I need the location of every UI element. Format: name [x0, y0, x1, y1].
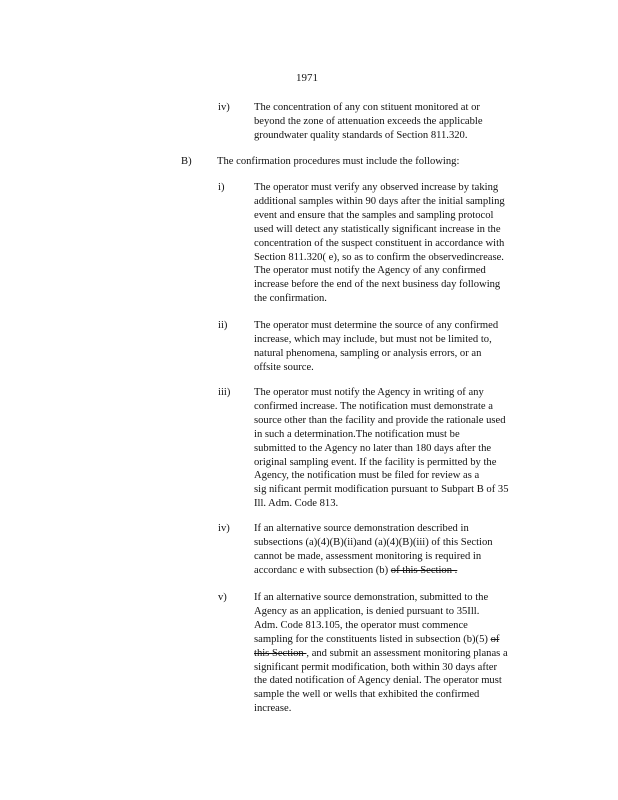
text-line: cannot be made, assessment monitoring is required in	[254, 550, 482, 562]
text-line: The operator must verify any observed increase by taking	[254, 182, 499, 193]
text-line: If an alternative source demonstration, submitted to the	[254, 592, 489, 603]
item-iv-text	[254, 101, 542, 143]
item-iv-b-label: iv)	[218, 523, 230, 534]
text-line: the dated notification of Agency denial. The operator must	[254, 675, 502, 687]
text-line: original sampling event. If the facility is permitted by the	[254, 456, 497, 468]
text-line: The concentration of any con stituent monitored at or	[254, 102, 480, 113]
page-number: 1971	[296, 72, 318, 84]
text-line	[254, 633, 542, 647]
struck-text: of	[490, 633, 500, 645]
text-line: Agency as an application, is denied pursuant to 35Ill.	[254, 605, 480, 617]
text-line: The operator must notify the Agency in writing of any	[254, 387, 484, 398]
text-line: confirmed increase. The notification must demonstrate a	[254, 400, 493, 412]
text-line: groundwater quality standards of Section 811.320.	[254, 129, 468, 141]
text-line	[254, 564, 542, 578]
struck-text: this Section	[254, 647, 307, 659]
text-line: event and ensure that the samples and sampling protocol	[254, 209, 494, 221]
item-i-label: i)	[218, 182, 225, 193]
text-line: Agency, the notification must be filed for review as a	[254, 470, 480, 482]
section-b-label: B)	[181, 156, 192, 167]
text-line: beyond the zone of attenuation exceeds the applicable	[254, 115, 483, 127]
text-line: additional samples within 90 days after the initial sampling	[254, 195, 505, 207]
section-b-text: The confirmation procedures must include the following:	[217, 156, 460, 167]
text-line: Section 811.320( e), so as to confirm the observedincrease.	[254, 251, 504, 263]
text-line: increase.	[254, 703, 292, 715]
text-plain: accordanc e with subsection (b)	[254, 564, 391, 576]
text-line: natural phenomena, sampling or analysis errors, or an	[254, 347, 482, 359]
text-line: If an alternative source demonstration described in	[254, 523, 469, 534]
text-line	[254, 647, 542, 661]
item-iii-label: iii)	[218, 387, 231, 398]
text-line: the confirmation.	[254, 293, 327, 305]
text-line: sample the well or wells that exhibited the confirmed	[254, 689, 480, 701]
text-line: in such a determination.The notification must be	[254, 428, 460, 440]
item-ii-label: ii)	[218, 320, 228, 331]
struck-text: of this Section .	[390, 564, 458, 576]
text-line: Ill. Adm. Code 813.	[254, 498, 339, 510]
text-line: offsite source.	[254, 361, 314, 373]
text-line: sig nificant permit modification pursuant to Subpart B of 35	[254, 484, 509, 496]
text-plain: , and submit an assessment monitoring planas a	[306, 647, 508, 659]
item-v-text	[254, 591, 542, 716]
text-line: increase before the end of the next business day following	[254, 279, 501, 291]
text-line: used will detect any statistically significant increase in the	[254, 223, 501, 235]
item-i-text	[254, 181, 542, 306]
text-line: subsections (a)(4)(B)(ii)and (a)(4)(B)(iii) of this Section	[254, 536, 493, 548]
text-line: Adm. Code 813.105, the operator must commence	[254, 619, 468, 631]
item-iv-label: iv)	[218, 102, 230, 113]
text-line: The operator must determine the source of any confirmed	[254, 320, 499, 331]
text-line: submitted to the Agency no later than 180 days after the	[254, 442, 492, 454]
text-plain: sampling for the constituents listed in subsection (b)(5)	[254, 633, 491, 645]
item-ii-text	[254, 319, 542, 375]
text-line: source other than the facility and provide the rationale used	[254, 414, 506, 426]
item-iii-text	[254, 386, 542, 511]
item-v-label: v)	[218, 592, 227, 603]
text-line: increase, which may include, but must not be limited to,	[254, 333, 492, 345]
item-iv-b-text	[254, 522, 542, 578]
text-line: The operator must notify the Agency of any confirmed	[254, 265, 486, 277]
text-line: concentration of the suspect constituent in accordance with	[254, 237, 505, 249]
text-line: significant permit modification, both within 30 days after	[254, 661, 498, 673]
